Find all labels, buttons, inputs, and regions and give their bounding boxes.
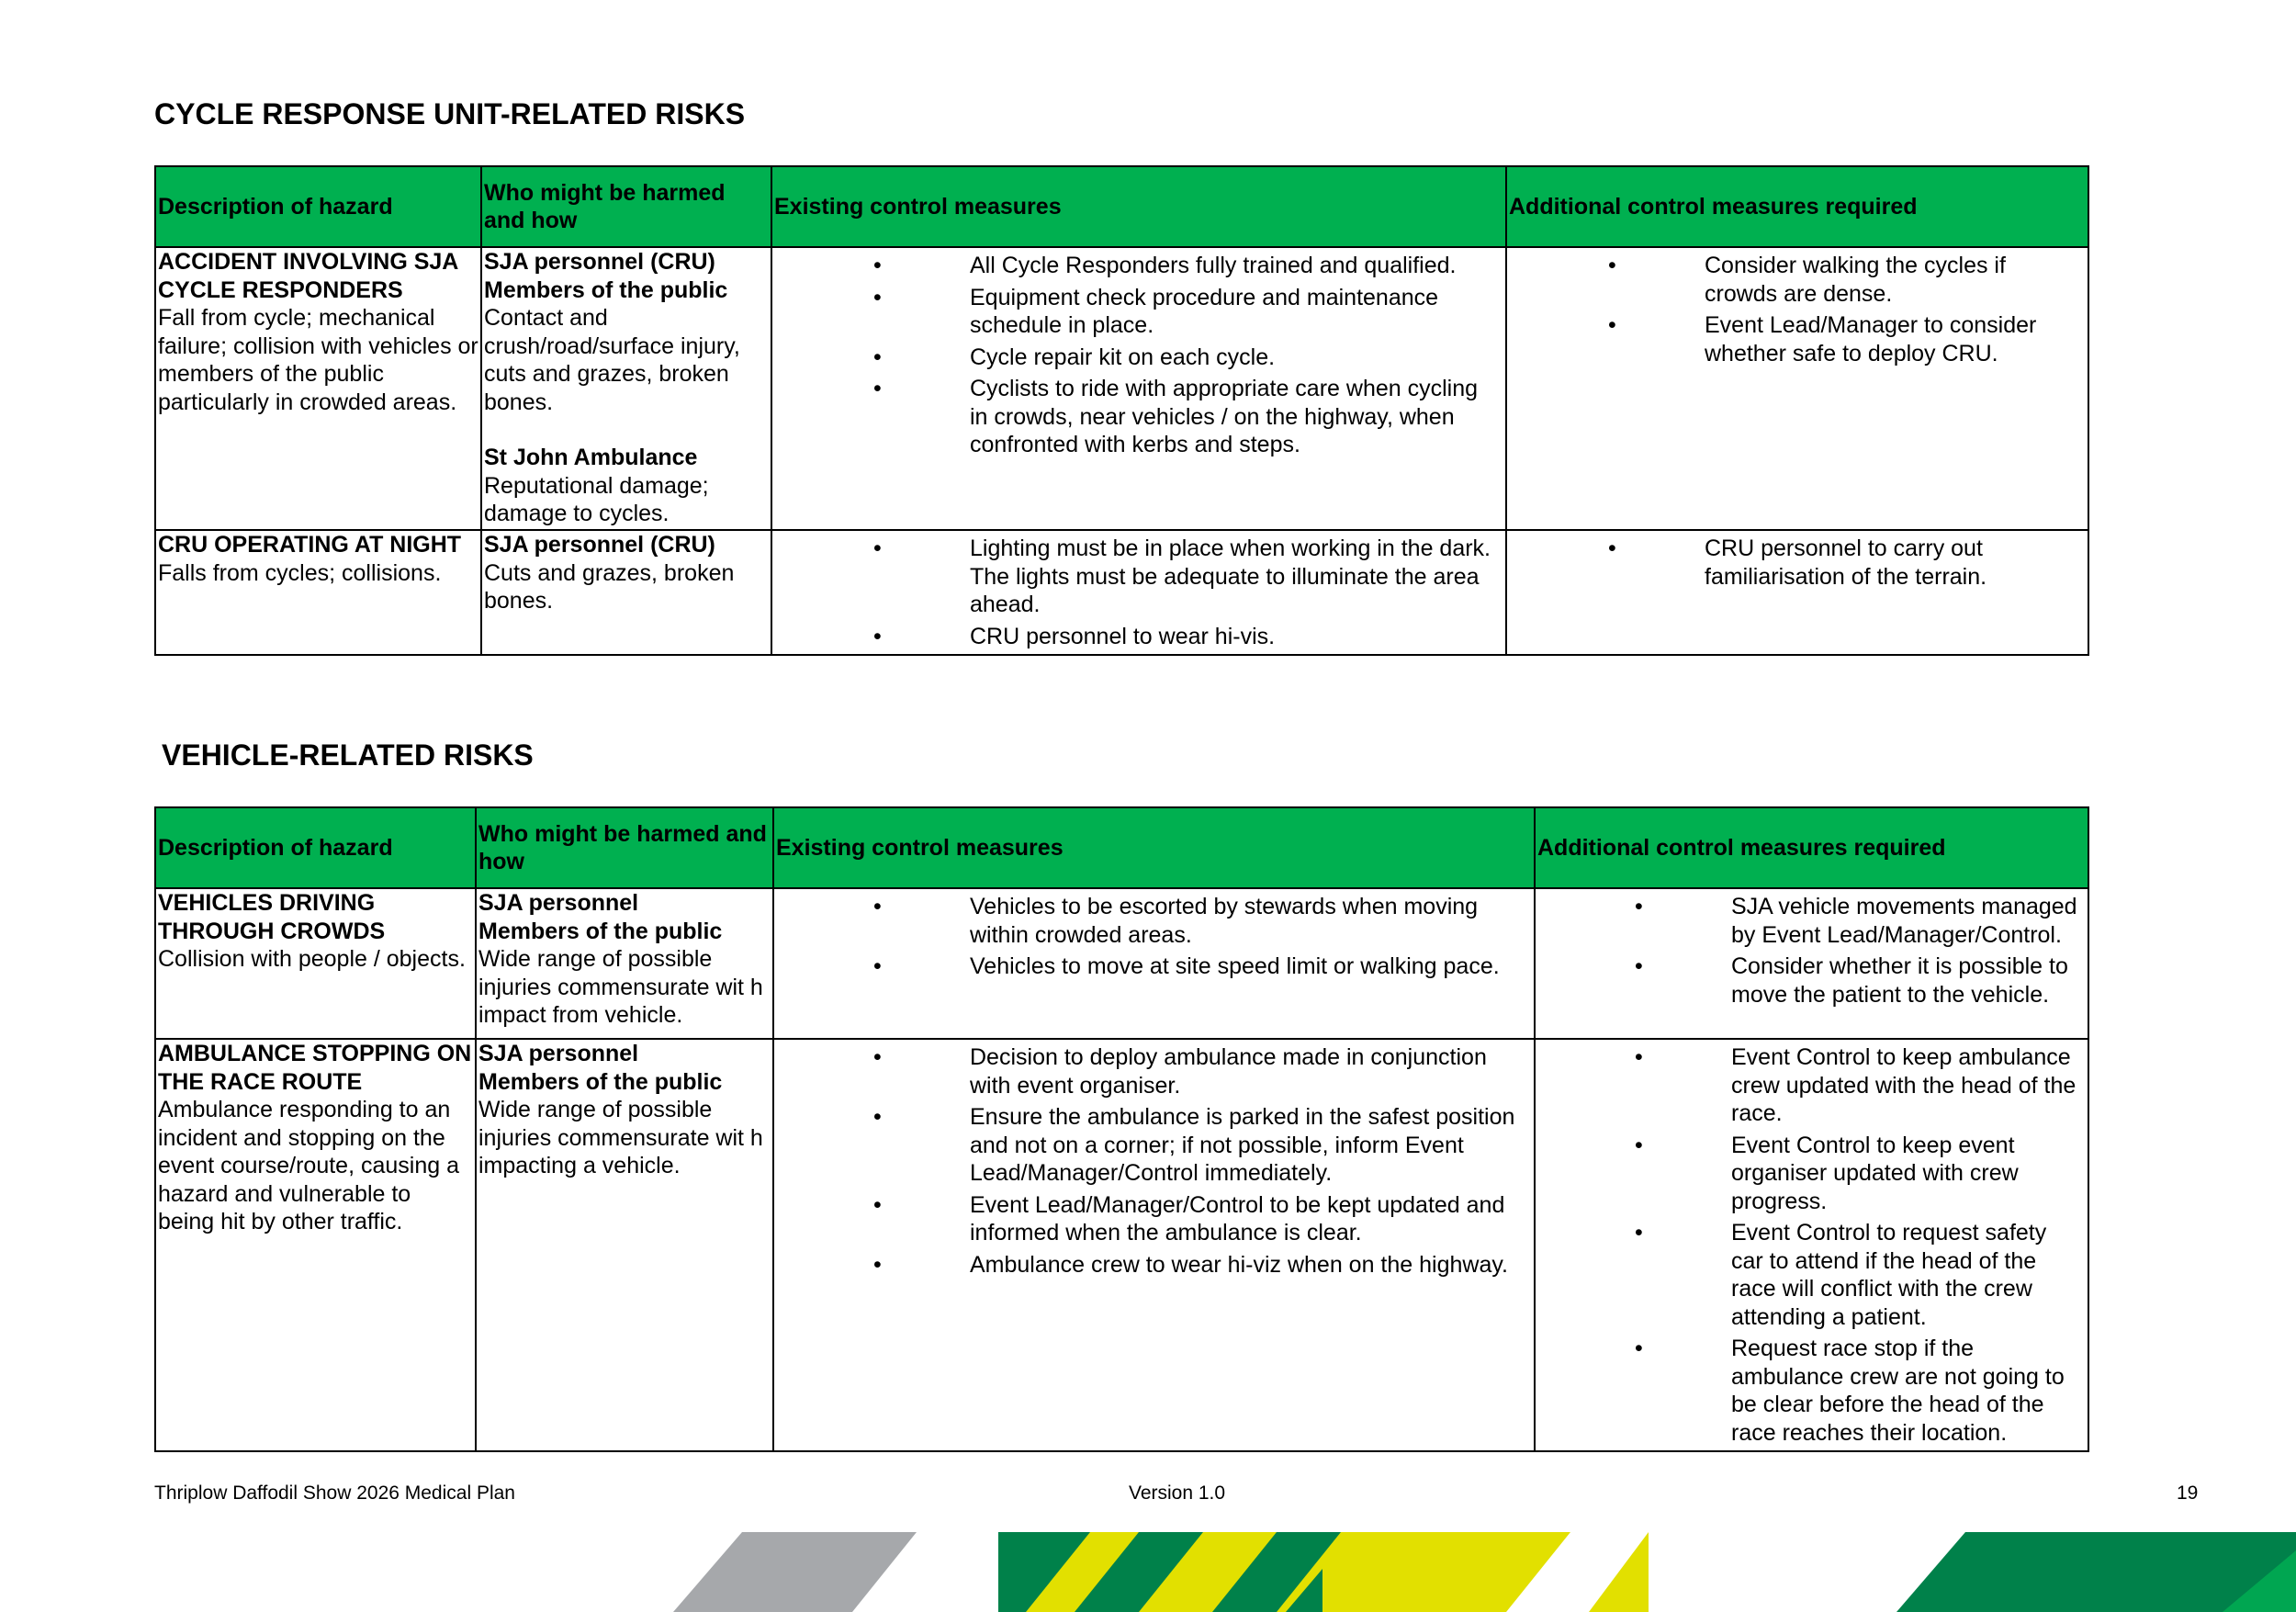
existing-measures-list [873, 1043, 1528, 1279]
hazard-title: ACCIDENT INVOLVING SJA CYCLE RESPONDERS [158, 249, 458, 303]
measure-text: Consider whether it is possible to move the patient to the vehicle. [1731, 953, 2068, 1008]
additional-measures-list [1635, 1043, 2084, 1447]
harmed-group: SJA personnel (CRU) [484, 249, 715, 275]
hazard-description: Ambulance responding to an incident and stopping on the event course/route, causing a hazard and vulnerable to being hit by other traffic. [158, 1097, 459, 1234]
list-item [873, 535, 1496, 619]
harmed-description: Wide range of possible injuries commensurate wit h impact from vehicle. [478, 946, 763, 1028]
list-item [1635, 893, 2084, 949]
bullet-icon: • [873, 1104, 882, 1130]
cycle-risk-table [154, 165, 2089, 656]
harmed-group: SJA personnel [478, 1041, 639, 1066]
bullet-icon: • [873, 376, 882, 401]
header-existing: Existing control measures [771, 166, 1506, 247]
header-additional: Additional control measures required [1506, 166, 2088, 247]
list-item [873, 953, 1528, 981]
measure-text: Cycle repair kit on each cycle. [970, 344, 1276, 370]
measure-text: Cyclists to ride with appropriate care when cycling in crowds, near vehicles / on the highway, when confronted with kerbs and steps. [970, 376, 1479, 457]
list-item [873, 893, 1528, 949]
bullet-icon: • [1635, 953, 1643, 979]
existing-measures-list [873, 893, 1528, 981]
hazard-cell [155, 1039, 476, 1451]
section-title-cycle-response: CYCLE RESPONSE UNIT-RELATED RISKS [154, 97, 746, 130]
bullet-icon: • [873, 953, 882, 979]
table-row [155, 247, 2088, 530]
bullet-icon: • [1635, 894, 1643, 919]
list-item [873, 284, 1496, 340]
header-additional: Additional control measures required [1535, 807, 2088, 888]
measure-text: Decision to deploy ambulance made in conjunction with event organiser. [970, 1044, 1487, 1099]
bullet-icon: • [873, 253, 882, 278]
list-item [873, 1251, 1528, 1279]
existing-measures-cell [773, 888, 1535, 1039]
harmed-group: Members of the public [478, 1068, 723, 1095]
hazard-cell [155, 888, 476, 1039]
bullet-icon: • [1608, 535, 1616, 561]
additional-measures-cell [1506, 530, 2088, 655]
list-item [873, 252, 1496, 280]
bullet-icon: • [1635, 1132, 1643, 1158]
table-row [155, 1039, 2088, 1451]
additional-measures-list [1608, 252, 2078, 367]
vehicle-risk-table [154, 806, 2089, 1452]
hazard-title: VEHICLES DRIVING THROUGH CROWDS [158, 890, 386, 944]
measure-text: CRU personnel to wear hi-vis. [970, 623, 1276, 649]
bullet-icon: • [873, 623, 882, 649]
harmed-description: Wide range of possible injuries commensurate wit h impacting a vehicle. [478, 1097, 763, 1178]
bullet-icon: • [873, 535, 882, 561]
measure-text: CRU personnel to carry out familiarisation of the terrain. [1705, 535, 1987, 590]
hazard-description: Falls from cycles; collisions. [158, 559, 442, 586]
harmed-group: Members of the public [478, 918, 723, 944]
list-item [1635, 1219, 2084, 1331]
measure-text: Consider walking the cycles if crowds are dense. [1705, 253, 2006, 307]
existing-measures-cell [771, 247, 1506, 530]
measure-text: Event Control to request safety car to attend if the head of the race will conflict with the crew attending a patient. [1731, 1220, 2047, 1330]
measure-text: SJA vehicle movements managed by Event Lead/Manager/Control. [1731, 894, 2077, 948]
bullet-icon: • [873, 1191, 882, 1218]
list-item [873, 344, 1496, 372]
hazard-title: CRU OPERATING AT NIGHT [158, 532, 462, 558]
hazard-description: Collision with people / objects. [158, 946, 466, 972]
footer-version: Version 1.0 [1129, 1482, 1226, 1504]
list-item [873, 1191, 1528, 1247]
harmed-description: Contact and crush/road/surface injury, cuts and grazes, broken bones. [484, 305, 740, 415]
measure-text: Vehicles to be escorted by stewards when moving within crowded areas. [970, 894, 1479, 948]
measure-text: All Cycle Responders fully trained and qualified. [970, 253, 1457, 278]
additional-measures-cell [1535, 888, 2088, 1039]
bullet-icon: • [873, 344, 882, 370]
decorative-stripe-band [0, 1532, 2296, 1612]
hazard-cell [155, 247, 481, 530]
header-harmed: Who might be harmed and how [476, 807, 773, 888]
measure-text: Ambulance crew to wear hi-viz when on the highway. [970, 1251, 1508, 1278]
bullet-icon: • [873, 894, 882, 919]
bullet-icon: • [873, 284, 882, 310]
bullet-icon: • [873, 1251, 882, 1278]
additional-measures-cell [1535, 1039, 2088, 1451]
grey-stripe [673, 1532, 917, 1612]
list-item [873, 1103, 1528, 1188]
footer-page-number: 19 [2177, 1482, 2199, 1504]
table-header-row [155, 166, 2088, 247]
bullet-icon: • [1635, 1044, 1643, 1070]
header-existing: Existing control measures [773, 807, 1535, 888]
bullet-icon: • [1635, 1220, 1643, 1246]
harmed-group: SJA personnel [478, 890, 639, 916]
harmed-description: Reputational damage; damage to cycles. [484, 472, 709, 526]
bullet-icon: • [1608, 253, 1616, 278]
harmed-cell [476, 888, 773, 1039]
harmed-group: St John Ambulance [484, 445, 698, 470]
measure-text: Event Control to keep ambulance crew updated with the head of the race. [1731, 1044, 2077, 1126]
table-header-row [155, 807, 2088, 888]
hazard-cell [155, 530, 481, 655]
measure-text: Event Lead/Manager to consider whether safe to deploy CRU. [1705, 312, 2037, 366]
header-description: Description of hazard [155, 807, 476, 888]
harmed-group: Members of the public [484, 276, 728, 303]
bullet-icon: • [873, 1044, 882, 1070]
existing-measures-cell [771, 530, 1506, 655]
footer-document-title: Thriplow Daffodil Show 2026 Medical Plan [154, 1482, 515, 1504]
existing-measures-list [873, 535, 1496, 650]
harmed-cell [476, 1039, 773, 1451]
measure-text: Lighting must be in place when working in the dark. The lights must be adequate to illuminate the area ahead. [970, 535, 1491, 617]
measure-text: Event Control to keep event organiser updated with crew progress. [1731, 1132, 2019, 1214]
additional-measures-cell [1506, 247, 2088, 530]
additional-measures-list [1608, 535, 2078, 591]
green-stripe [1896, 1532, 2296, 1612]
measure-text: Event Lead/Manager/Control to be kept updated and informed when the ambulance is clear. [970, 1191, 1505, 1246]
list-item [873, 623, 1496, 651]
list-item [873, 375, 1496, 459]
table-row [155, 888, 2088, 1039]
header-description: Description of hazard [155, 166, 481, 247]
list-item [1608, 252, 2078, 308]
hazard-description: Fall from cycle; mechanical failure; collision with vehicles or members of the public particularly in crowded areas. [158, 305, 478, 415]
measure-text: Ensure the ambulance is parked in the safest position and not on a corner; if not possible, inform Event Lead/Manager/Control immediately. [970, 1104, 1515, 1186]
additional-measures-list [1635, 893, 2084, 1009]
bullet-icon: • [1635, 1336, 1643, 1361]
list-item [1635, 1335, 2084, 1447]
measure-text: Request race stop if the ambulance crew are not going to be clear before the head of the race reaches their location. [1731, 1336, 2065, 1446]
harmed-cell [481, 530, 771, 655]
hazard-title: AMBULANCE STOPPING ON THE RACE ROUTE [158, 1041, 472, 1095]
table-row [155, 530, 2088, 655]
bullet-icon: • [1608, 312, 1616, 338]
existing-measures-cell [773, 1039, 1535, 1451]
measure-text: Equipment check procedure and maintenance schedule in place. [970, 284, 1439, 338]
harmed-cell [481, 247, 771, 530]
harmed-group: SJA personnel (CRU) [484, 532, 715, 558]
list-item [1608, 535, 2078, 591]
list-item [1635, 953, 2084, 1009]
list-item [873, 1043, 1528, 1099]
list-item [1635, 1132, 2084, 1216]
list-item [1635, 1043, 2084, 1128]
header-harmed: Who might be harmed and how [481, 166, 771, 247]
existing-measures-list [873, 252, 1496, 459]
section-title-vehicle: VEHICLE-RELATED RISKS [162, 738, 534, 772]
harmed-description: Cuts and grazes, broken bones. [484, 559, 735, 614]
list-item [1608, 311, 2078, 367]
measure-text: Vehicles to move at site speed limit or walking pace. [970, 953, 1500, 979]
